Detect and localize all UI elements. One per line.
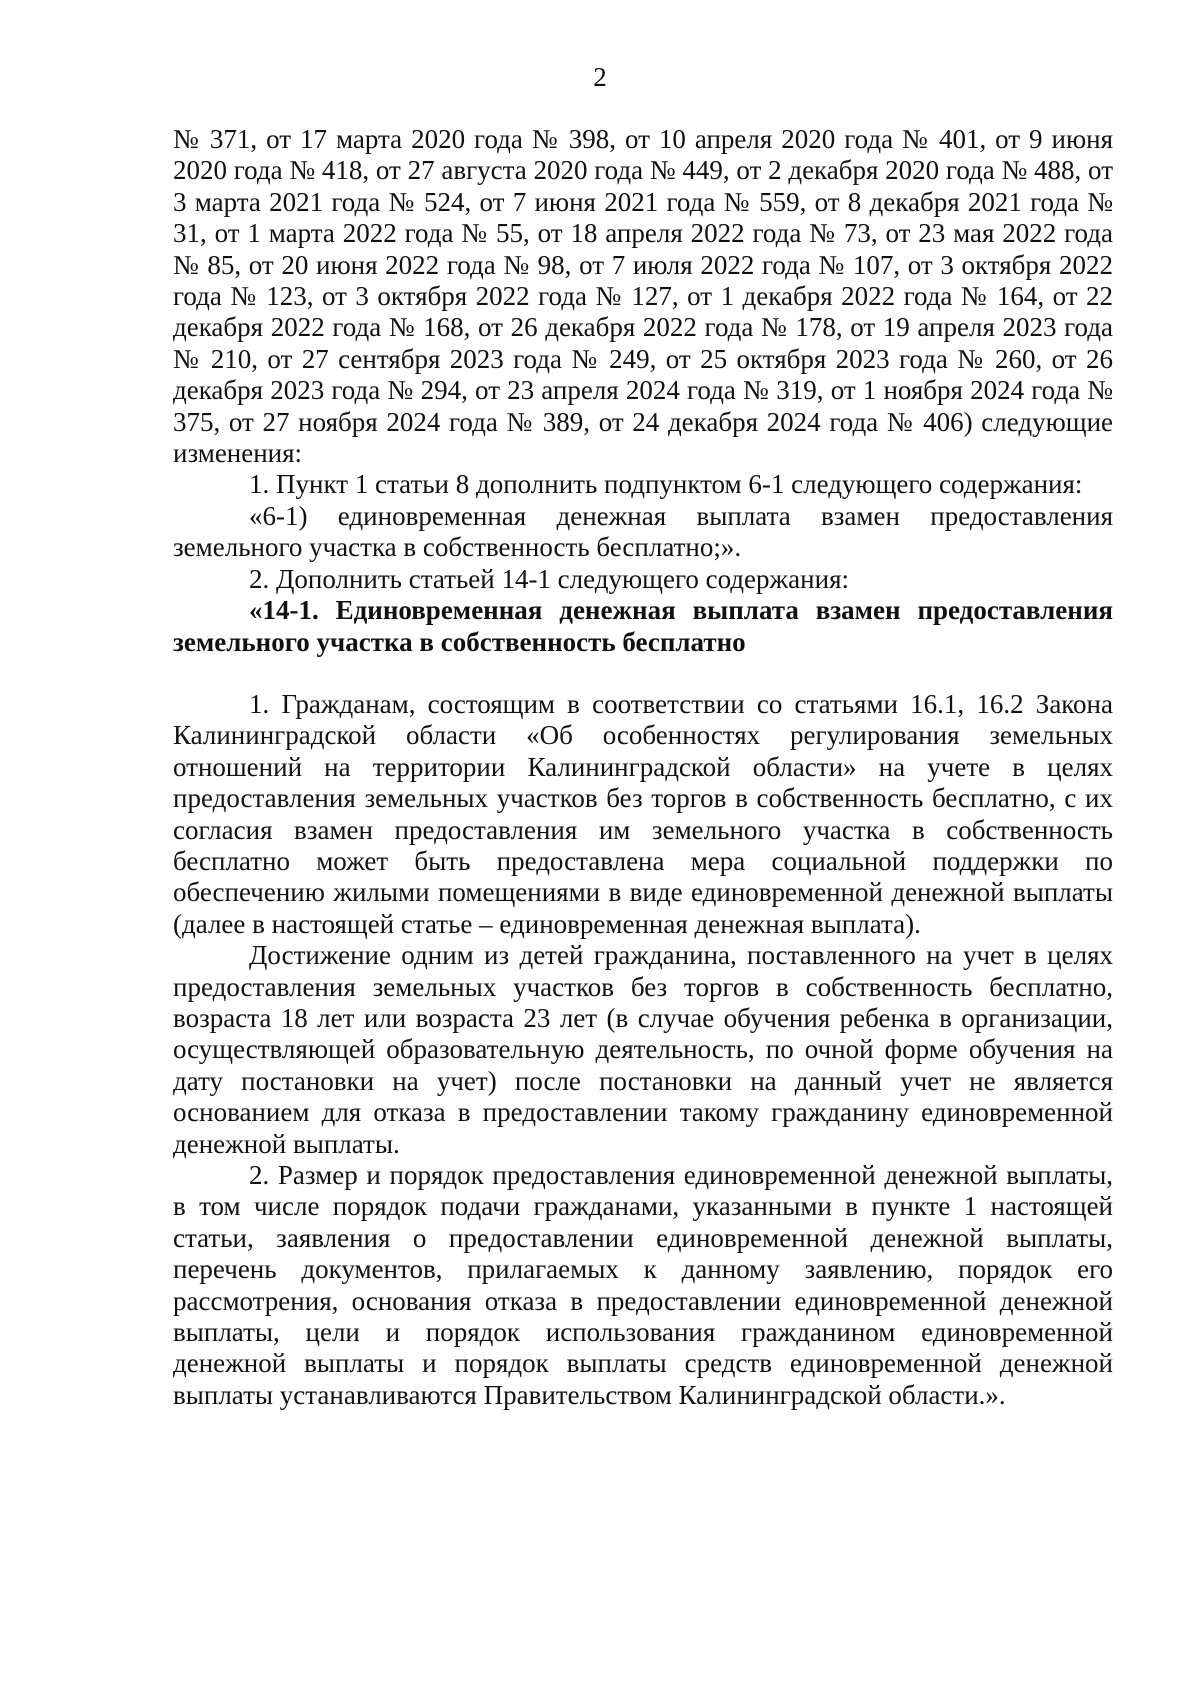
paragraph-amendment-references: № 371, от 17 марта 2020 года № 398, от 10 апреля 2020 года № 401, от 9 июня 2020 года № 418, от 27 августа 2020 года № 449, от 2 декабря 2020 года № 488, от 3 марта 2021 года № 524, от 7 июня 2021 года № 559, от 8 декабря 2021 года № 31, от 1 марта 2022 года № 55, от 18 апреля 2022 года № 73, от 23 мая 2022 года № 85, от 20 июня 2022 года № 98, от 7 июля 2022 года № 107, от 3 октября 2022 года № 123, от 3 октября 2022 года № 127, от 1 декабря 2022 года № 164, от 22 декабря 2022 года № 168, от 26 декабря 2022 года № 178, от 19 апреля 2023 года № 210, от 27 сентября 2023 года № 249, от 25 октября 2023 года № 260, от 26 декабря 2023 года № 294, от 23 апреля 2024 года № 319, от 1 ноября 2024 года № 375, от 27 ноября 2024 года № 389, от 24 декабря 2024 года № 406) следующие изменения:	[173, 124, 1113, 469]
paragraph-item-2: 2. Дополнить статьей 14-1 следующего содержания:	[249, 563, 849, 594]
paragraph-article-part-1: 1. Гражданам, состоящим в соответствии со статьями 16.1, 16.2 Закона Калининградской области «Об особенностях регулирования земельных отношений на территории Калининградской области» на учете в целях предоставления земельных участков без торгов в собственность бесплатно, с их согласия взамен предоставления им земельного участка в собственность бесплатно может быть предоставлена мера социальной поддержки по обеспечению жилыми помещениями в виде единовременной денежной выплаты (далее в настоящей статье – единовременная денежная выплата).	[173, 688, 1113, 939]
spacer	[173, 658, 1113, 689]
paragraph-item-1: 1. Пункт 1 статьи 8 дополнить подпунктом 6-1 следующего содержания:	[249, 469, 1083, 500]
paragraph-article-part-2: 2. Размер и порядок предоставления единовременной денежной выплаты, в том числе порядок подачи гражданами, указанными в пункте 1 настоящей статьи, заявления о предоставлении единовременной денежной выплаты, перечень документов, прилагаемых к данному заявлению, порядок его рассмотрения, основания отказа в предоставлении единовременной денежной выплаты, цели и порядок использования гражданином единовременной денежной выплаты и порядок выплаты средств единовременной денежной выплаты устанавливаются Правительством Калининградской области.».	[173, 1160, 1113, 1410]
document-body	[173, 124, 1113, 1411]
paragraph-article-part-1-continued: Достижение одним из детей гражданина, поставленного на учет в целях предоставления земельных участков без торгов в собственность бесплатно, возраста 18 лет или возраста 23 лет (в случае обучения ребенка в организации, осуществляющей образовательную деятельность, по очной форме обучения на дату постановки на учет) после постановки на данный учет не является основанием для отказа в предоставлении такому гражданину единовременной денежной выплаты.	[173, 940, 1113, 1159]
page-number: 2	[593, 62, 607, 92]
paragraph-subitem-6-1: «6-1) единовременная денежная выплата взамен предоставления земельного участка в собственность бесплатно;».	[173, 500, 1113, 563]
article-heading: «14-1. Единовременная денежная выплата взамен предоставления земельного участка в собственность бесплатно	[173, 595, 1113, 657]
